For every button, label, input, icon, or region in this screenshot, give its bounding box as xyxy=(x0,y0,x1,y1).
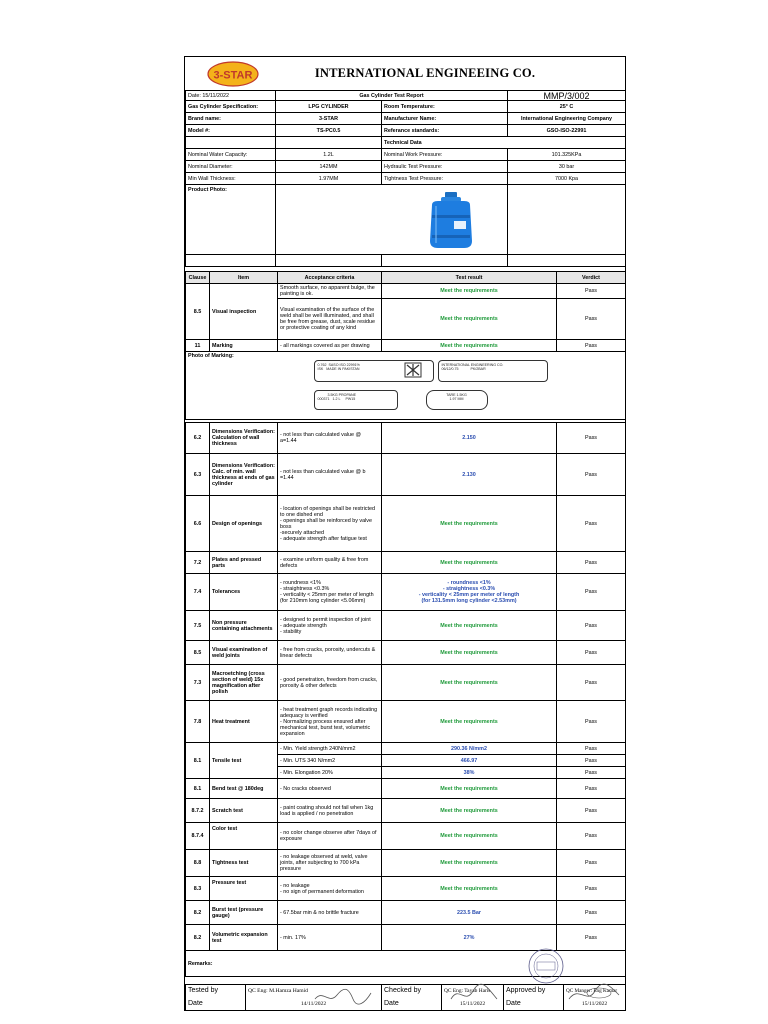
stamp-text: 0.762 xyxy=(317,363,327,367)
marking-stamp-3 xyxy=(314,390,398,410)
report-number: MMP/3/002 xyxy=(508,91,626,101)
hydraulic-value: 30 bar xyxy=(508,161,626,173)
clause-cell: 7.2 xyxy=(186,552,210,574)
spec-label: Gas Cylinder Specification: xyxy=(186,101,276,113)
verdict-cell: Pass xyxy=(557,454,626,496)
result-cell: Meet the requirements xyxy=(382,850,557,877)
brand-label: Brand name: xyxy=(186,113,276,125)
criteria-cell: - roundness <1% - straightness <0.3% - verticality < 25mm per meter of length (for 210mm long cylinder <5.06mm) xyxy=(278,574,382,611)
diameter-label: Nominal Diameter: xyxy=(186,161,276,173)
result-cell: Meet the requirements xyxy=(382,641,557,665)
criteria-cell: - paint coating should not fail when 1kg load is applied / no penetration xyxy=(278,799,382,823)
clause-cell: 7.4 xyxy=(186,574,210,611)
item-cell: Non pressure containing attachments xyxy=(210,611,278,641)
item-cell: Design of openings xyxy=(210,496,278,552)
criteria-cell: - location of openings shall be restricted to one dished end - openings shall be reinforced by valve boss -securely attached - adequate strength after fatigue test xyxy=(278,496,382,552)
col-result: Test result xyxy=(382,272,557,284)
wall-thickness-value: 1.97MM xyxy=(276,173,382,185)
criteria-cell: - min. 17% xyxy=(278,925,382,951)
criteria-cell: - 67.5bar min & no brittle fracture xyxy=(278,901,382,925)
verdict-cell: Pass xyxy=(557,552,626,574)
result-cell: 223.5 Bar xyxy=(382,901,557,925)
item-cell: Volumetric expansion test xyxy=(210,925,278,951)
signature-table xyxy=(185,984,626,1011)
stamp-text: SASO ISO 22991% xyxy=(328,363,360,367)
manufacturer-value: International Engineering Company xyxy=(508,113,626,125)
clause-cell: 7.5 xyxy=(186,611,210,641)
criteria-cell: - all markings covered as per drawing xyxy=(278,340,382,352)
date-label: Date xyxy=(382,998,442,1011)
marking-stamp-4 xyxy=(426,390,488,410)
result-cell: Meet the requirements xyxy=(382,496,557,552)
verdict-cell: Pass xyxy=(557,665,626,701)
item-cell: Visual examination of weld joints xyxy=(210,641,278,665)
criteria-cell: - Min. Elongation 20% xyxy=(278,767,382,779)
marking-photo-label: Photo of Marking: xyxy=(186,352,278,420)
signature-tested xyxy=(313,985,373,1007)
standards-label: Referance standards: xyxy=(382,125,508,137)
report-header xyxy=(185,57,625,91)
verdict-cell: Pass xyxy=(557,641,626,665)
stamp-text: ISK xyxy=(317,367,324,372)
clause-cell: 11 xyxy=(186,340,210,352)
technical-data-heading: Technical Data xyxy=(382,137,508,149)
tested-by-name: QC Eng: M.Hamza Hamid xyxy=(246,985,382,998)
criteria-cell: - no leakage - no sign of permanent deformation xyxy=(278,877,382,901)
criteria-cell: - No cracks observed xyxy=(278,779,382,799)
marking-photo xyxy=(278,352,557,420)
clause-cell: 6.2 xyxy=(186,423,210,454)
stamp-text: TARE 1.5KG xyxy=(446,393,467,397)
item-cell: Heat treatment xyxy=(210,701,278,743)
result-cell: 2.130 xyxy=(382,454,557,496)
criteria-cell: - heat treatment graph records indicating adequacy is verified - Normalizing process ensured after mechanical test, burst test, volumetric expansion xyxy=(278,701,382,743)
result-cell: - roundness <1% - straightness <0.3% - verticality < 25mm per meter of length (for 131.5mm long cylinder <2.53mm) xyxy=(382,574,557,611)
verdict-cell: Pass xyxy=(557,701,626,743)
col-criteria: Acceptance criteria xyxy=(278,272,382,284)
item-cell: Bend test @ 180deg xyxy=(210,779,278,799)
clause-cell: 8.2 xyxy=(186,925,210,951)
clause-cell: 8.7.4 xyxy=(186,823,210,850)
item-cell: Burst test (pressure gauge) xyxy=(210,901,278,925)
result-cell: Meet the requirements xyxy=(382,823,557,850)
work-pressure-label: Nominal Work Pressure: xyxy=(382,149,508,161)
approved-by-name: QC Manger: Eng Kamar xyxy=(564,985,626,998)
item-cell: Plates and pressed parts xyxy=(210,552,278,574)
item-cell: Dimensions Verification: Calculation of wall thickness xyxy=(210,423,278,454)
result-cell: 27% xyxy=(382,925,557,951)
item-cell: Visual inspection xyxy=(210,284,278,340)
brand-value: 3-STAR xyxy=(276,113,382,125)
verdict-cell: Pass xyxy=(557,925,626,951)
col-clause: Clause xyxy=(186,272,210,284)
result-cell: Meet the requirements xyxy=(382,284,557,299)
criteria-cell: - not less than calculated value @ a=1.44 xyxy=(278,423,382,454)
verdict-cell: Pass xyxy=(557,779,626,799)
result-cell: 290.36 N/mm2 xyxy=(382,743,557,755)
approved-date: 15/11/2022 xyxy=(564,998,626,1011)
verdict-cell: Pass xyxy=(557,340,626,352)
report-sheet xyxy=(184,56,626,1011)
date-cell: Date: 15/11/2022 xyxy=(186,91,276,101)
signature-approved xyxy=(565,981,623,1007)
stamp-text: 1.97 MM xyxy=(449,397,464,402)
report-title: Gas Cylinder Test Report xyxy=(276,91,508,101)
spec-value: LPG CYLINDER xyxy=(276,101,382,113)
stamp-text: PW15 xyxy=(345,397,356,402)
verdict-cell: Pass xyxy=(557,496,626,552)
result-cell: 2.150 xyxy=(382,423,557,454)
col-verdict: Verdict xyxy=(557,272,626,284)
signature-checked xyxy=(447,983,501,1007)
water-capacity-value: 1.2L xyxy=(276,149,382,161)
manufacturer-label: Manufacturer Name: xyxy=(382,113,508,125)
product-photo-label: Product Photo: xyxy=(186,185,276,255)
verdict-cell: Pass xyxy=(557,850,626,877)
clause-cell: 8.2 xyxy=(186,901,210,925)
verdict-cell: Pass xyxy=(557,611,626,641)
verdict-cell: Pass xyxy=(557,877,626,901)
test-table xyxy=(185,271,626,420)
verdict-cell: Pass xyxy=(557,767,626,779)
verdict-cell: Pass xyxy=(557,423,626,454)
clause-cell: 8.1 xyxy=(186,779,210,799)
item-cell: Scratch test xyxy=(210,799,278,823)
col-item: Item xyxy=(210,272,278,284)
company-name: INTERNATIONAL ENGINEEING CO. xyxy=(314,66,536,80)
criteria-cell: - Min. Yield strength 240N/mm2 xyxy=(278,743,382,755)
stamp-text: 000371 xyxy=(317,397,330,402)
item-cell: Tensile test xyxy=(210,743,278,779)
item-cell: Marking xyxy=(210,340,278,352)
tested-date: 14/11/2022 xyxy=(246,998,382,1011)
verdict-cell: Pass xyxy=(557,901,626,925)
clause-cell: 7.8 xyxy=(186,701,210,743)
marking-stamp-2 xyxy=(438,360,548,382)
result-cell: Meet the requirements xyxy=(382,340,557,352)
stamp-text: 3.5KG PROPANE xyxy=(327,393,356,397)
clause-cell: 8.8 xyxy=(186,850,210,877)
item-cell: Pressure test xyxy=(210,877,278,901)
work-pressure-value: 101.325KPa xyxy=(508,149,626,161)
criteria-cell: - no leakage observed at weld, valve joints, after subjecting to 700 kPa pressure xyxy=(278,850,382,877)
result-cell: Meet the requirements xyxy=(382,299,557,340)
result-cell: Meet the requirements xyxy=(382,665,557,701)
svg-text:3-STAR: 3-STAR xyxy=(213,69,253,82)
stamp-text: INTERNATIONAL ENGINEERING CO. xyxy=(441,363,504,367)
diameter-value: 142MM xyxy=(276,161,382,173)
criteria-cell: Smooth surface, no apparent bulge, the painting is ok. xyxy=(278,284,382,299)
checked-by-name: QC Eng: Tayab Haris xyxy=(442,985,504,998)
result-cell: Meet the requirements xyxy=(382,701,557,743)
criteria-cell: - designed to permit inspection of joint - adequate strength - stability xyxy=(278,611,382,641)
tightness-label: Tightness Test Pressure: xyxy=(382,173,508,185)
room-temp-label: Room Temperature: xyxy=(382,101,508,113)
date-label: Date xyxy=(504,998,564,1011)
stamp-text: MADE IN PAKISTAN xyxy=(326,367,360,372)
verdict-cell: Pass xyxy=(557,299,626,340)
checked-date: 15/11/2022 xyxy=(442,998,504,1011)
remarks-cell: Remarks: xyxy=(186,951,626,977)
item-cell: Macroetching (cross section of weld) 15x magnification after polish xyxy=(210,665,278,701)
clause-cell: 8.5 xyxy=(186,284,210,340)
verdict-cell: Pass xyxy=(557,284,626,299)
clause-cell: 7.3 xyxy=(186,665,210,701)
gas-cylinder-image xyxy=(426,191,476,251)
criteria-cell: Visual examination of the surface of the weld shall be well illuminated, and shall be free from grease, dust, scale residue or protective coating of any kind xyxy=(278,299,382,340)
standards-value: GSO-ISO-22991 xyxy=(508,125,626,137)
spec-table xyxy=(185,90,626,267)
result-cell: Meet the requirements xyxy=(382,779,557,799)
emblem-icon xyxy=(404,362,422,378)
clause-cell: 6.6 xyxy=(186,496,210,552)
model-label: Model #: xyxy=(186,125,276,137)
model-value: TS-PC0.5 xyxy=(276,125,382,137)
company-logo xyxy=(207,61,259,87)
result-cell: Meet the requirements xyxy=(382,552,557,574)
clause-cell: 8.5 xyxy=(186,641,210,665)
item-cell: Color test xyxy=(210,823,278,850)
result-cell: 466.97 xyxy=(382,755,557,767)
criteria-cell: - examine uniform quality & free from defects xyxy=(278,552,382,574)
criteria-cell: - no color change observe after 7days of exposure xyxy=(278,823,382,850)
clause-cell: 8.1 xyxy=(186,743,210,779)
verdict-cell: Pass xyxy=(557,799,626,823)
result-cell: Meet the requirements xyxy=(382,877,557,901)
criteria-cell: - Min. UTS 340 N/mm2 xyxy=(278,755,382,767)
date-label: Date xyxy=(186,998,246,1011)
room-temp-value: 25° C xyxy=(508,101,626,113)
checked-by-label: Checked by xyxy=(382,985,442,998)
stamp-text: 06/12/0.75 xyxy=(441,367,459,372)
item-cell: Dimensions Verification: Calc. of min. wall thickness at ends of gas cylinder xyxy=(210,454,278,496)
result-cell: Meet the requirements xyxy=(382,799,557,823)
verdict-cell: Pass xyxy=(557,743,626,755)
clause-cell: 8.3 xyxy=(186,877,210,901)
test-table-body xyxy=(185,422,626,977)
tightness-value: 7000 Kpa xyxy=(508,173,626,185)
hydraulic-label: Hydraulic Test Pressure: xyxy=(382,161,508,173)
wall-thickness-label: Min Wall Thickness: xyxy=(186,173,276,185)
stamp-text: 1.2 L xyxy=(332,397,341,402)
verdict-cell: Pass xyxy=(557,755,626,767)
tested-by-label: Tested by xyxy=(186,985,246,998)
clause-cell: 6.3 xyxy=(186,454,210,496)
criteria-cell: - good penetration, freedom from cracks, porosity & other defects xyxy=(278,665,382,701)
result-cell: Meet the requirements xyxy=(382,611,557,641)
verdict-cell: Pass xyxy=(557,574,626,611)
verdict-cell: Pass xyxy=(557,823,626,850)
approved-by-label: Approved by xyxy=(504,985,564,998)
item-cell: Tightness test xyxy=(210,850,278,877)
approval-stamp xyxy=(525,947,567,985)
clause-cell: 8.7.2 xyxy=(186,799,210,823)
product-photo xyxy=(276,185,508,255)
criteria-cell: - free from cracks, porosity, undercuts & linear defects xyxy=(278,641,382,665)
water-capacity-label: Nominal Water Capacity: xyxy=(186,149,276,161)
stamp-text: PK/2BAR xyxy=(470,367,486,372)
result-cell: 38% xyxy=(382,767,557,779)
item-cell: Tolerances xyxy=(210,574,278,611)
criteria-cell: - not less than calculated value @ b =1.44 xyxy=(278,454,382,496)
